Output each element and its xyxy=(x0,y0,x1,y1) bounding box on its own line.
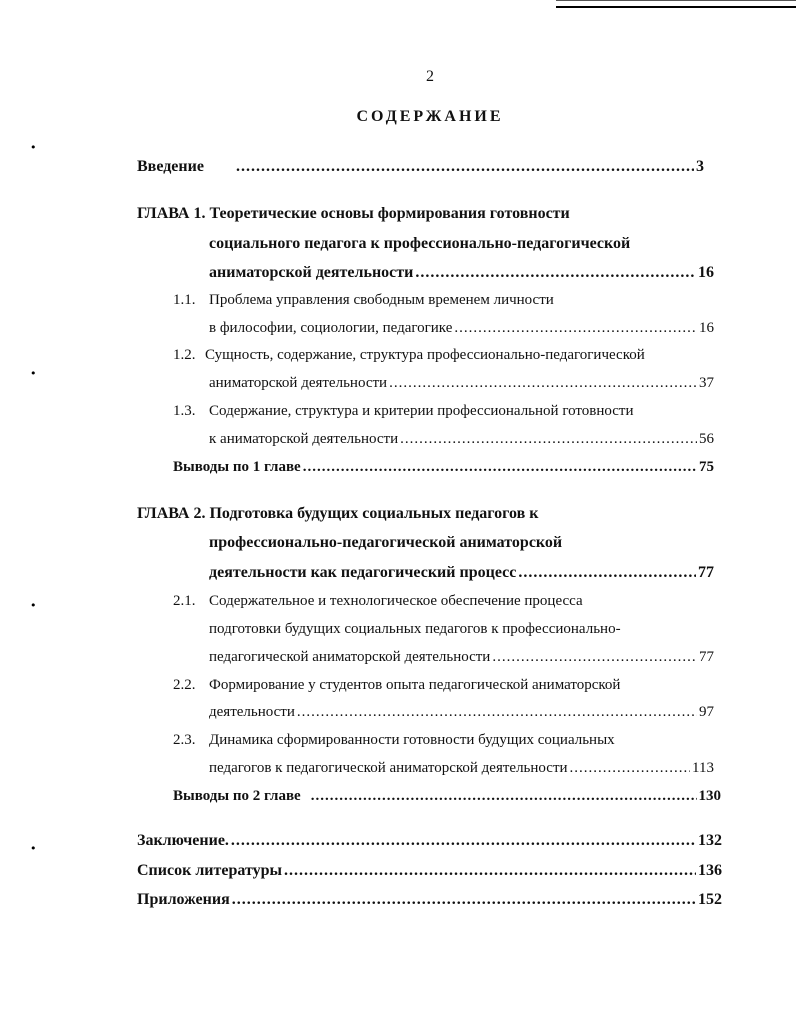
scan-edge-line-thick xyxy=(556,6,796,8)
toc-page-number: 3 xyxy=(696,158,704,175)
toc-section-1-1-line2[interactable] xyxy=(209,320,714,337)
toc-entry-label: деятельности xyxy=(209,704,295,720)
toc-leader-dots xyxy=(311,788,697,805)
toc-leader-dots xyxy=(236,158,694,176)
toc-leader-dots xyxy=(303,459,697,476)
binding-hole-mark-icon: • xyxy=(30,599,37,612)
chapter1-heading-line2: социального педагога к профессионально-педагогической xyxy=(209,235,631,252)
toc-entry-conclusion[interactable] xyxy=(137,832,722,850)
section-title: Содержательное и технологическое обеспечение процесса xyxy=(209,593,583,609)
toc-leader-dots xyxy=(231,832,696,850)
chapter-title: Подготовка будущих социальных педагогов к xyxy=(209,505,539,522)
section-title: Формирование у студентов опыта педагогической аниматорской xyxy=(209,677,621,693)
section-title: Проблема управления свободным временем личности xyxy=(209,292,554,308)
toc-section-1-2[interactable] xyxy=(173,347,645,364)
chapter1-heading-line3[interactable] xyxy=(209,264,714,282)
toc-entry-bibliography[interactable] xyxy=(137,862,722,880)
binding-hole-mark-icon: • xyxy=(30,842,37,855)
toc-entry-label: Заключение. xyxy=(137,832,229,849)
toc-section-1-3-line2[interactable] xyxy=(209,431,714,448)
toc-entry-label: Приложения xyxy=(137,891,230,908)
toc-conclusion-chapter1[interactable] xyxy=(173,459,714,476)
toc-section-2-1[interactable] xyxy=(173,593,583,610)
toc-page-number: 56 xyxy=(699,431,714,447)
chapter2-heading-line3[interactable] xyxy=(209,564,714,582)
section-number: 2.3. xyxy=(173,732,196,748)
toc-leader-dots xyxy=(415,264,696,282)
chapter1-heading-line1[interactable] xyxy=(137,205,570,223)
toc-entry-appendices[interactable] xyxy=(137,891,722,909)
toc-entry-label: педагогов к педагогической аниматорской деятельности xyxy=(209,760,568,776)
toc-entry-label: Введение xyxy=(137,158,204,175)
section-title: Динамика сформированности готовности будущих социальных xyxy=(209,732,615,748)
toc-page-number: 16 xyxy=(698,264,714,281)
chapter2-heading-line2: профессионально-педагогической аниматорской xyxy=(209,534,563,551)
toc-section-1-2-line2[interactable] xyxy=(209,375,714,392)
section-title: Содержание, структура и критерии профессиональной готовности xyxy=(209,403,634,419)
binding-hole-mark-icon: • xyxy=(30,367,37,380)
toc-entry-label: Список литературы xyxy=(137,862,282,879)
toc-leader-dots xyxy=(454,320,697,337)
toc-page-number: 75 xyxy=(699,459,714,475)
toc-section-2-2[interactable] xyxy=(173,677,620,694)
toc-entry-label: Выводы по 2 главе xyxy=(173,788,301,804)
toc-section-2-1-line3[interactable] xyxy=(209,649,714,666)
toc-page-number: 113 xyxy=(692,760,714,776)
toc-leader-dots xyxy=(297,704,697,721)
toc-page-number: 130 xyxy=(698,788,721,804)
section-number: 1.1. xyxy=(173,292,196,308)
toc-entry-label: деятельности как педагогический процесс xyxy=(209,564,517,581)
chapter-prefix: ГЛАВА 2. xyxy=(137,505,206,522)
toc-page-number: 132 xyxy=(698,832,722,849)
toc-leader-dots xyxy=(389,375,697,392)
chapter2-heading-line1[interactable] xyxy=(137,505,539,523)
toc-section-1-3[interactable] xyxy=(173,403,634,420)
section-number: 1.2. xyxy=(173,347,196,363)
toc-entry-intro[interactable] xyxy=(137,158,704,176)
toc-entry-label: к аниматорской деятельности xyxy=(209,431,399,447)
section-number: 1.3. xyxy=(173,403,196,419)
toc-leader-dots xyxy=(284,862,696,880)
toc-leader-dots xyxy=(518,564,696,582)
toc-page-number: 37 xyxy=(699,375,714,391)
toc-page-number: 16 xyxy=(699,320,714,336)
toc-page-number: 136 xyxy=(698,862,722,879)
toc-leader-dots xyxy=(492,649,697,666)
toc-entry-label: аниматорской деятельности xyxy=(209,375,388,391)
toc-entry-label: аниматорской деятельности xyxy=(209,264,414,281)
toc-leader-dots xyxy=(570,760,691,777)
toc-entry-label: Выводы по 1 главе xyxy=(173,459,301,475)
toc-section-1-1[interactable] xyxy=(173,292,554,309)
section-number: 2.2. xyxy=(173,677,196,693)
toc-section-2-3-line2[interactable] xyxy=(209,760,714,777)
toc-page-number: 77 xyxy=(699,649,714,665)
toc-leader-dots xyxy=(400,431,697,448)
binding-hole-mark-icon: • xyxy=(30,141,37,154)
toc-section-2-2-line2[interactable] xyxy=(209,704,714,721)
chapter-title: Теоретические основы формирования готовности xyxy=(209,205,570,222)
toc-entry-label: в философии, социологии, педагогике xyxy=(209,320,453,336)
section-number: 2.1. xyxy=(173,593,196,609)
page-title: СОДЕРЖАНИЕ xyxy=(356,108,504,125)
toc-entry-label: педагогической аниматорской деятельности xyxy=(209,649,491,665)
chapter-prefix: ГЛАВА 1. xyxy=(137,205,206,222)
scan-edge-line xyxy=(556,0,796,1)
toc-section-2-1-line2: подготовки будущих социальных педагогов к профессионально- xyxy=(209,621,621,637)
toc-leader-dots xyxy=(232,891,696,909)
toc-conclusion-chapter2[interactable] xyxy=(173,788,721,805)
toc-page-number: 77 xyxy=(698,564,714,581)
toc-page-number: 152 xyxy=(698,891,722,908)
toc-page-number: 97 xyxy=(699,704,714,720)
page-number: 2 xyxy=(426,68,434,85)
toc-section-2-3[interactable] xyxy=(173,732,615,749)
section-title: Сущность, содержание, структура профессионально-педагогической xyxy=(205,347,645,363)
